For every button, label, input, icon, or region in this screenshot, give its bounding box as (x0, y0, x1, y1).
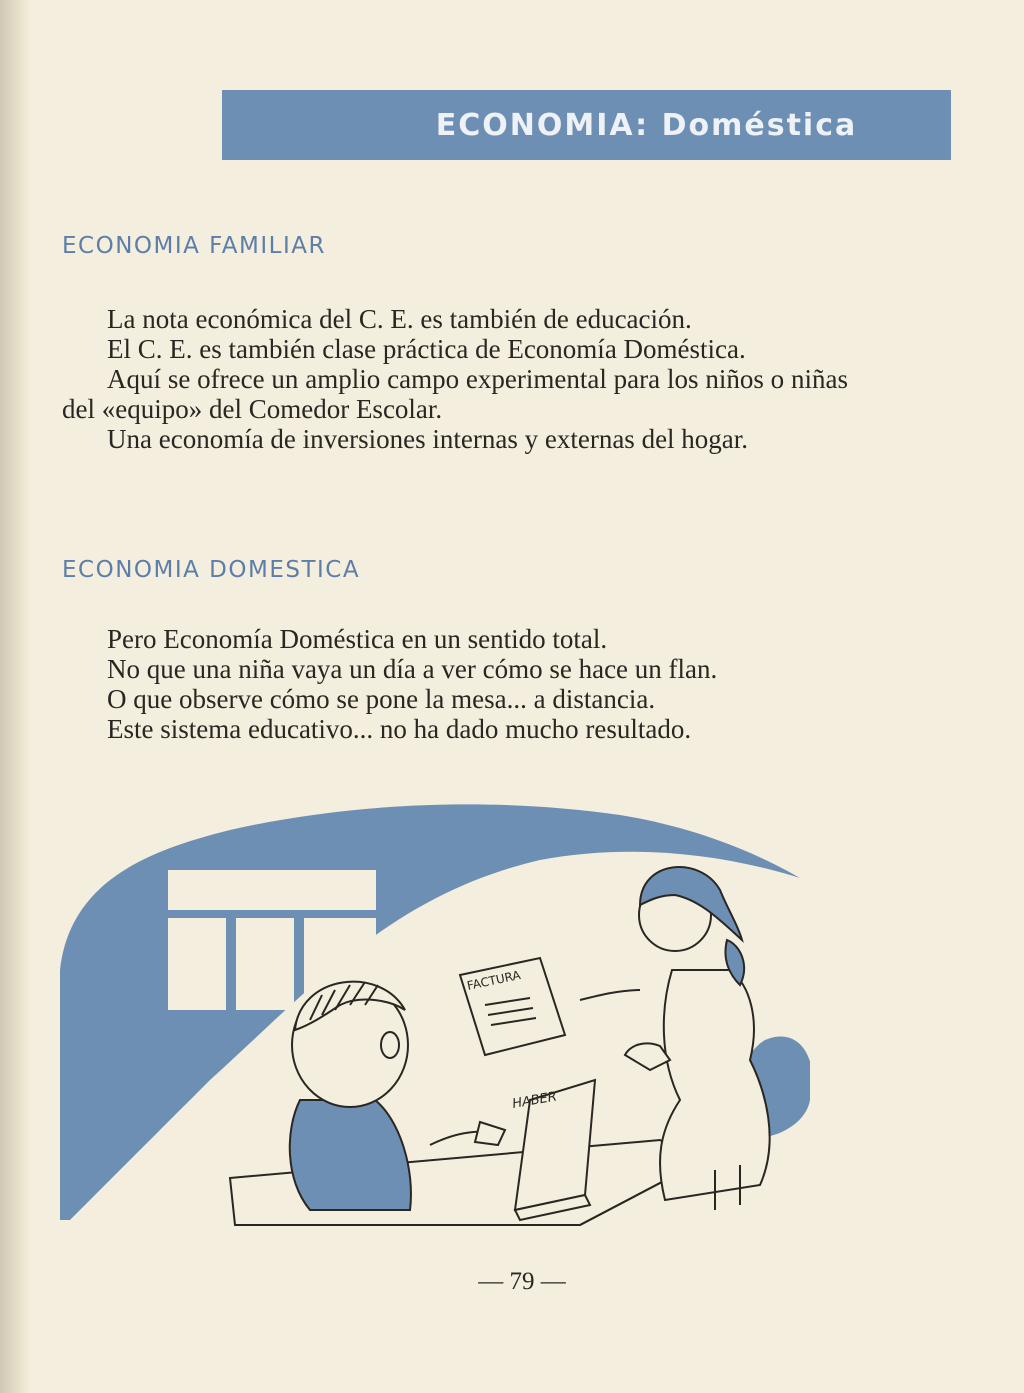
ledger-label: HABER (511, 1089, 558, 1112)
paragraph: Aquí se ofrece un amplio campo experimental para los niños o niñas del «equipo» del Comedor Escolar. (62, 364, 848, 424)
classroom-illustration (60, 800, 810, 1230)
section-heading-domestica: ECONOMIA DOMESTICA (62, 557, 361, 583)
paragraph: Una economía de inversiones internas y externas del hogar. (107, 424, 749, 454)
paragraph: No que una niña vaya un día a ver cómo se hace un flan. (107, 654, 718, 684)
section-body-domestica (62, 624, 848, 744)
header-band (222, 90, 951, 160)
section-heading-familiar: ECONOMIA FAMILIAR (62, 233, 326, 259)
paragraph: El C. E. es también clase práctica de Economía Doméstica. (107, 334, 746, 364)
page-number: — 79 — (478, 1268, 566, 1295)
page-title: ECONOMIA: Doméstica (435, 108, 858, 143)
invoice-label: FACTURA (465, 967, 522, 993)
section-body-familiar (62, 304, 848, 454)
page-binding-shadow (0, 0, 30, 1393)
paragraph: Este sistema educativo... no ha dado mucho resultado. (107, 714, 692, 744)
paragraph: Pero Economía Doméstica en un sentido total. (107, 624, 608, 654)
paragraph: O que observe cómo se pone la mesa... a distancia. (107, 684, 656, 714)
paragraph: La nota económica del C. E. es también de educación. (107, 304, 692, 334)
